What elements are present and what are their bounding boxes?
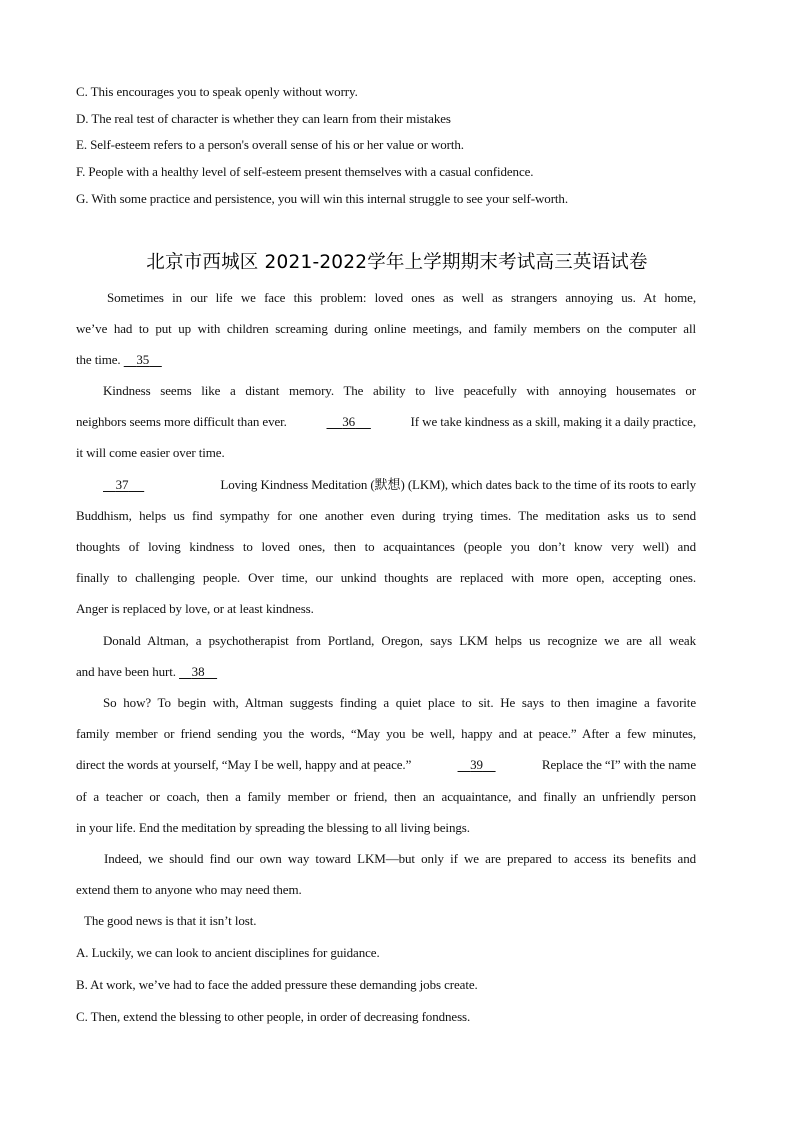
blank-37: 37 [115, 477, 129, 492]
option-g-top: G. With some practice and persistence, you will win this internal struggle to see your self-worth. [76, 191, 568, 206]
p5-line-3-pre: direct the words at yourself, “May I be well, happy and at peace.” [76, 757, 412, 772]
option-d-top: D. The real test of character is whether they can learn from their mistakes [76, 111, 451, 126]
p5-line-3-post: Replace the “I” with the name [541, 757, 696, 772]
p5-line-5: in your life. End the meditation by spreading the blessing to all living beings. [76, 820, 470, 835]
p5-line-1: So how? To begin with, Altman suggests finding a quiet place to sit. He says to then imagine a favorite [103, 695, 696, 710]
p3-line-2: Buddhism, helps us find sympathy for one another even during trying times. The meditation asks us to send [76, 508, 696, 523]
option-good-news: The good news is that it isn’t lost. [84, 913, 257, 928]
p5-line-4: of a teacher or coach, then a family member or friend, then an acquaintance, and finally an unfriendly person [76, 789, 696, 804]
p5-line-2: family member or friend sending you the words, “May you be well, happy and at peace.” After a few minutes, [76, 726, 696, 741]
exam-title: 北京市西城区 2021-2022学年上学期期末考试高三英语试卷 [146, 252, 648, 273]
p2-line-2 [76, 414, 696, 430]
p6-line-1: Indeed, we should find our own way toward LKM—but only if we are prepared to access its benefits and [104, 851, 696, 866]
option-e-top: E. Self-esteem refers to a person's overall sense of his or her value or worth. [76, 137, 464, 152]
p2-line-3: it will come easier over time. [76, 445, 225, 460]
option-f-top: F. People with a healthy level of self-esteem present themselves with a casual confidence. [76, 164, 534, 179]
p5-line-3 [76, 757, 696, 773]
p3-line-1 [103, 477, 696, 493]
p6-line-2: extend them to anyone who may need them. [76, 882, 302, 897]
p2-line-2-pre: neighbors seems more difficult than ever. [76, 414, 287, 429]
blank-39: 39 [470, 757, 483, 772]
p4-line-1: Donald Altman, a psychotherapist from Portland, Oregon, says LKM helps us recognize we are all weak [103, 633, 696, 648]
p3-line-1-post: Loving Kindness Meditation (默想) (LKM), which dates back to the time of its roots to early [220, 477, 696, 492]
p1-line-3-text: the time. [76, 352, 121, 367]
p3-line-5: Anger is replaced by love, or at least kindness. [76, 601, 314, 616]
option-a-bottom: A. Luckily, we can look to ancient disciplines for guidance. [76, 945, 380, 960]
blank-35: 35 [136, 352, 150, 367]
p3-line-3: thoughts of loving kindness to loved ones, then to acquaintances (people you don’t know very well) and [76, 539, 696, 554]
p2-line-1: Kindness seems like a distant memory. The ability to live peacefully with annoying housemates or [103, 383, 696, 398]
option-c-bottom: C. Then, extend the blessing to other people, in order of decreasing fondness. [76, 1009, 471, 1024]
blank-36: 36 [342, 414, 356, 429]
p2-line-2-post: If we take kindness as a skill, making it a daily practice, [410, 414, 696, 429]
p4-line-2-text: and have been hurt. [76, 664, 176, 679]
p1-line-1: Sometimes in our life we face this problem: loved ones as well as strangers annoying us. At home, [107, 290, 696, 305]
p1-line-3 [76, 352, 696, 368]
p4-line-2 [76, 664, 696, 680]
blank-38: 38 [191, 664, 205, 679]
p1-line-2: we’ve had to put up with children screaming during online meetings, and family members on the computer all [76, 321, 696, 336]
option-b-bottom: B. At work, we’ve had to face the added pressure these demanding jobs create. [76, 977, 478, 992]
option-c-top: C. This encourages you to speak openly without worry. [76, 84, 358, 99]
p3-line-4: finally to challenging people. Over time, our unkind thoughts are replaced with more open, accepting ones. [76, 570, 696, 585]
